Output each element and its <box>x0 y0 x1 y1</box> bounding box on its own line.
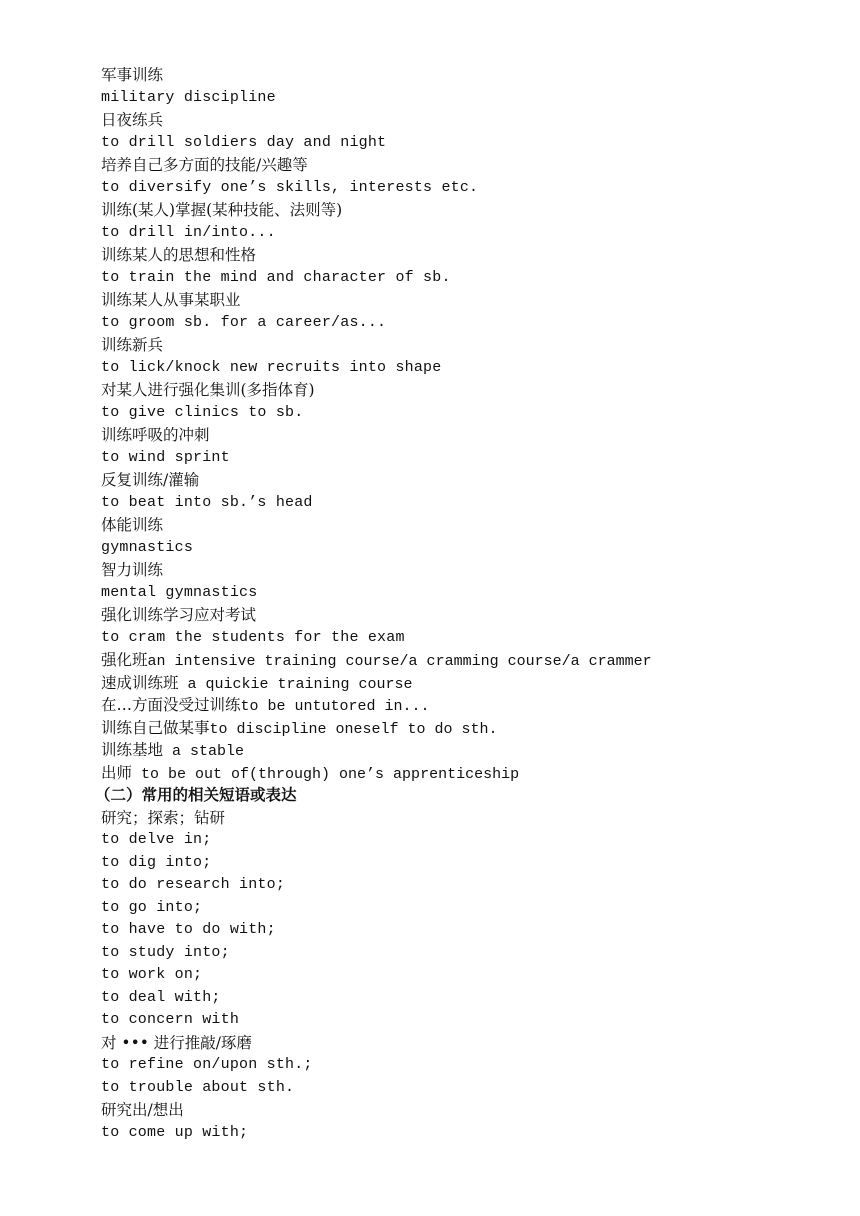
english-term: to concern with <box>101 1011 240 1028</box>
chinese-term: 训练新兵 <box>101 336 164 354</box>
english-term: an intensive training course/a cramming course/a crammer <box>147 653 652 670</box>
section-heading: （二）常用的相关短语或表达 <box>95 786 297 804</box>
english-term: to discipline oneself to do sth. <box>209 720 498 738</box>
text-line <box>101 717 821 740</box>
english-term: to refine on/upon sth.; <box>101 1056 313 1073</box>
text-line <box>101 739 821 762</box>
english-term: to lick/knock new recruits into shape <box>101 358 442 376</box>
chinese-term: 体能训练 <box>101 516 164 534</box>
english-term: to study into; <box>101 943 230 961</box>
text-line <box>101 649 821 672</box>
chinese-term: 强化训练学习应对考试 <box>101 606 257 624</box>
english-term: to do research into; <box>101 876 286 893</box>
chinese-term: 反复训练/灌输 <box>101 471 200 489</box>
chinese-term: 强化班 <box>101 651 148 669</box>
text-line <box>101 694 821 717</box>
english-term: to diversify one’s skills, interests etc. <box>101 178 479 196</box>
chinese-term: 训练某人的思想和性格 <box>101 246 257 264</box>
chinese-term: 在…方面没受过训练 <box>101 696 241 714</box>
english-term: to cram the students for the exam <box>101 628 405 646</box>
chinese-term: 训练基地 <box>101 741 164 759</box>
english-term: to groom sb. for a career/as... <box>101 313 387 331</box>
english-term: to deal with; <box>101 988 221 1006</box>
english-term: to be untutored in... <box>240 698 430 715</box>
chinese-term: 训练自己做某事 <box>101 718 210 737</box>
chinese-term: 军事训练 <box>101 66 164 84</box>
chinese-term: 培养自己多方面的技能/兴趣等 <box>101 156 308 174</box>
chinese-term: 训练某人从事某职业 <box>101 291 241 309</box>
english-term: to train the mind and character of sb. <box>101 268 451 286</box>
chinese-term: 研究；探索；钻研 <box>101 808 226 827</box>
english-term: gymnastics <box>101 538 194 556</box>
chinese-term: 训练呼吸的冲刺 <box>101 426 210 444</box>
english-term: to drill in/into... <box>101 223 276 241</box>
english-term: to delve in; <box>101 831 212 848</box>
english-term: to dig into; <box>101 853 212 871</box>
chinese-term: 对 ••• 进行推敲/琢磨 <box>101 1033 253 1052</box>
english-term: to be out of(through) one’s apprenticeship <box>132 765 520 783</box>
english-term: to go into; <box>101 898 203 916</box>
english-term: to wind sprint <box>101 448 230 466</box>
english-term: to trouble about sth. <box>101 1078 295 1096</box>
english-term: to have to do with; <box>101 921 276 938</box>
chinese-term: 训练(某人)掌握(某种技能、法则等) <box>101 201 343 219</box>
english-term: to beat into sb.’s head <box>101 493 313 511</box>
english-term: to give clinics to sb. <box>101 403 304 421</box>
english-term: a quickie training course <box>178 675 413 693</box>
text-line <box>101 672 821 695</box>
english-term: to work on; <box>101 966 203 983</box>
chinese-term: 速成训练班 <box>101 673 179 692</box>
english-term: a stable <box>163 743 245 760</box>
english-term: to come up with; <box>101 1123 249 1141</box>
chinese-term: 出师 <box>101 763 133 782</box>
document-body <box>95 64 821 1144</box>
english-term: military discipline <box>101 88 276 106</box>
english-term: mental gymnastics <box>101 583 258 601</box>
english-term: to drill soldiers day and night <box>101 133 387 151</box>
chinese-term: 研究出/想出 <box>101 1101 184 1119</box>
chinese-term: 对某人进行强化集训(多指体育) <box>101 381 315 399</box>
text-line <box>101 762 821 785</box>
chinese-term: 智力训练 <box>101 561 164 579</box>
chinese-term: 日夜练兵 <box>101 111 164 129</box>
